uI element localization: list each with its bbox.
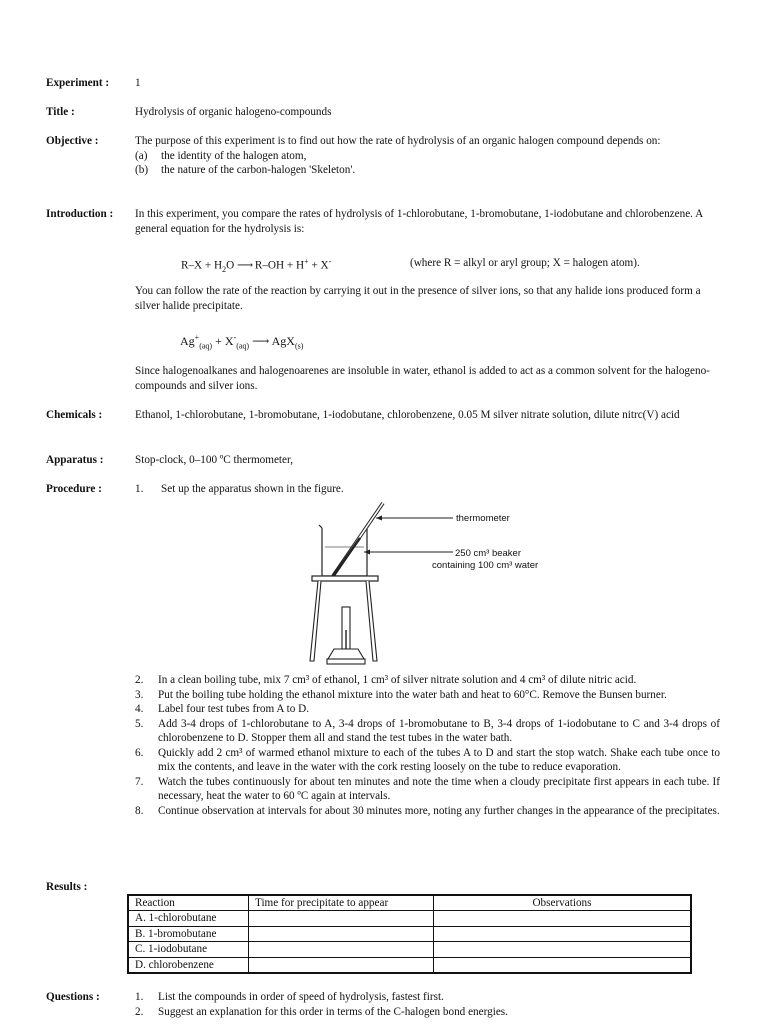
step-text: Put the boiling tube holding the ethanol mixture into the water bath and heat to 60°C. Remove the Bunsen burner. <box>158 688 667 701</box>
objective-item-text: the identity of the halogen atom, <box>161 149 307 162</box>
step-text: Set up the apparatus shown in the figure. <box>161 483 344 495</box>
question-2 <box>135 1005 720 1020</box>
apparatus-text: Stop-clock, 0–100 ºC thermometer, <box>135 454 294 466</box>
procedure-step-6 <box>135 746 720 775</box>
objective-section <box>135 134 720 178</box>
time-cell[interactable] <box>249 926 434 941</box>
observations-cell[interactable] <box>434 957 692 973</box>
beaker-label-line1: 250 cm³ beaker <box>455 548 522 559</box>
thermometer-mercury <box>333 538 360 576</box>
time-cell[interactable] <box>249 957 434 973</box>
table-row <box>128 942 691 957</box>
step-number: 8. <box>135 804 144 817</box>
introduction-p2: You can follow the rate of the reaction by carrying it out in the presence of silver ions, so that any halide ions produced form a silver halide precipitate. <box>135 285 701 312</box>
introduction-label: Introduction : <box>46 208 114 220</box>
thermometer-label: thermometer <box>456 513 510 524</box>
beaker-label-line2: containing 100 cm³ water <box>432 560 539 571</box>
question-number: 2. <box>135 1005 144 1018</box>
step-text: Quickly add 2 cm³ of warmed ethanol mixture to each of the tubes A to D and start the stop watch. Shake each tube once to mix the contents, and leave in the water with the cork resting loosely on the tube to reduce evaporation. <box>158 746 720 773</box>
reaction-cell: D. chlorobenzene <box>128 957 249 973</box>
header-reaction: Reaction <box>128 895 249 911</box>
step-number: 2. <box>135 674 144 686</box>
header-time: Time for precipitate to appear <box>249 895 434 911</box>
experiment-label: Experiment : <box>46 77 110 89</box>
objective-item-b <box>135 163 720 178</box>
header-observations: Observations <box>434 895 692 911</box>
procedure-step-5 <box>135 717 720 746</box>
table-header-row <box>128 895 691 911</box>
time-cell[interactable] <box>249 911 434 926</box>
apparatus-figure <box>300 500 570 672</box>
beaker-lip <box>319 525 322 528</box>
questions-label: Questions : <box>46 991 100 1003</box>
chemicals-label: Chemicals : <box>46 409 103 421</box>
objective-item-text: the nature of the carbon-halogen 'Skeleton'. <box>161 164 356 176</box>
table-row <box>128 926 691 941</box>
table-row <box>128 957 691 973</box>
tripod-leg-left <box>310 581 321 661</box>
procedure-label: Procedure : <box>46 483 102 495</box>
observations-cell[interactable] <box>434 942 692 957</box>
questions-list <box>135 990 720 1019</box>
hydrolysis-equation: $R-X + H_2O$ ⟶ R–OH + H+ + X- <box>181 257 332 274</box>
procedure-step-1 <box>135 482 720 497</box>
step-number: 5. <box>135 717 144 730</box>
reaction-cell: B. 1-bromobutane <box>128 926 249 941</box>
question-number: 1. <box>135 991 144 1003</box>
results-table <box>127 894 692 974</box>
objective-label: Objective : <box>46 135 99 147</box>
step-number: 7. <box>135 775 144 788</box>
results-label: Results : <box>46 881 88 893</box>
step-number: 6. <box>135 746 144 759</box>
step-number: 4. <box>135 703 144 715</box>
procedure-step-3 <box>135 688 720 703</box>
tripod-top <box>312 576 378 581</box>
objective-text: The purpose of this experiment is to find out how the rate of hydrolysis of an organic halogen compound depends on: <box>135 135 661 147</box>
apparatus-label: Apparatus : <box>46 454 104 466</box>
bunsen-base <box>328 649 364 659</box>
reaction-cell: C. 1-iodobutane <box>128 942 249 957</box>
procedure-step-2 <box>135 673 720 688</box>
equation-note: (where R = alkyl or aryl group; X = halogen atom). <box>410 257 640 269</box>
introduction-p1: In this experiment, you compare the rates of hydrolysis of 1-chlorobutane, 1-bromobutane, 1-iodobutane and chlorobenzene. A general equation for the hydrolysis is: <box>135 208 703 235</box>
observations-cell[interactable] <box>434 926 692 941</box>
step-text: Continue observation at intervals for about 30 minutes more, noting any further changes in the appearance of the precipitates. <box>158 804 720 817</box>
tripod-leg-right <box>366 581 377 661</box>
experiment-number: 1 <box>135 77 141 89</box>
step-number: 3. <box>135 688 144 701</box>
objective-item-a <box>135 149 720 164</box>
chemicals-text: Ethanol, 1-chlorobutane, 1-bromobutane, 1-iodobutane, chlorobenzene, 0.05 M silver nitrate solution, dilute nitrc(V) acid <box>135 409 680 421</box>
table-row <box>128 911 691 926</box>
bunsen-foot <box>327 659 365 664</box>
experiment-title: Hydrolysis of organic halogeno-compounds <box>135 106 332 118</box>
procedure-step-7 <box>135 775 720 804</box>
step-number: 1. <box>135 483 144 495</box>
question-1 <box>135 990 720 1005</box>
procedure-step-8 <box>135 804 720 819</box>
step-text: Label four test tubes from A to D. <box>158 703 310 715</box>
objective-item-marker: (a) <box>135 149 148 162</box>
reaction-cell: A. 1-chlorobutane <box>128 911 249 926</box>
step-text: In a clean boiling tube, mix 7 cm³ of ethanol, 1 cm³ of silver nitrate solution and 4 cm³ of dilute nitric acid. <box>158 674 637 686</box>
question-text: List the compounds in order of speed of hydrolysis, fastest first. <box>158 991 444 1003</box>
question-text: Suggest an explanation for this order in terms of the C-halogen bond energies. <box>158 1005 508 1018</box>
procedure-step-4 <box>135 702 720 717</box>
thermometer-arrowhead <box>376 516 382 521</box>
introduction-p3: Since halogenoalkanes and halogenoarenes are insoluble in water, ethanol is added to act as a common solvent for the halogeno-compounds and silver ions. <box>135 365 710 392</box>
objective-item-marker: (b) <box>135 164 149 176</box>
time-cell[interactable] <box>249 942 434 957</box>
observations-cell[interactable] <box>434 911 692 926</box>
title-label: Title : <box>46 106 75 118</box>
silver-halide-equation: $Ag^+_{(aq)} + X^-_{(aq)}$ ⟶ AgX$_{(s)}$ <box>180 333 304 351</box>
step-text: Watch the tubes continuously for about ten minutes and note the time when a cloudy precipitate first appears in each tube. If necessary, heat the water to 60 ºC again at intervals. <box>158 775 720 802</box>
procedure-steps <box>135 673 720 818</box>
step-text: Add 3-4 drops of 1-chlorobutane to A, 3-4 drops of 1-bromobutane to B, 3-4 drops of 1-iodobutane to C and 3-4 drops of chlorobenzene to D. Stopper them all and stand the test tubes in the water bath. <box>158 717 720 744</box>
